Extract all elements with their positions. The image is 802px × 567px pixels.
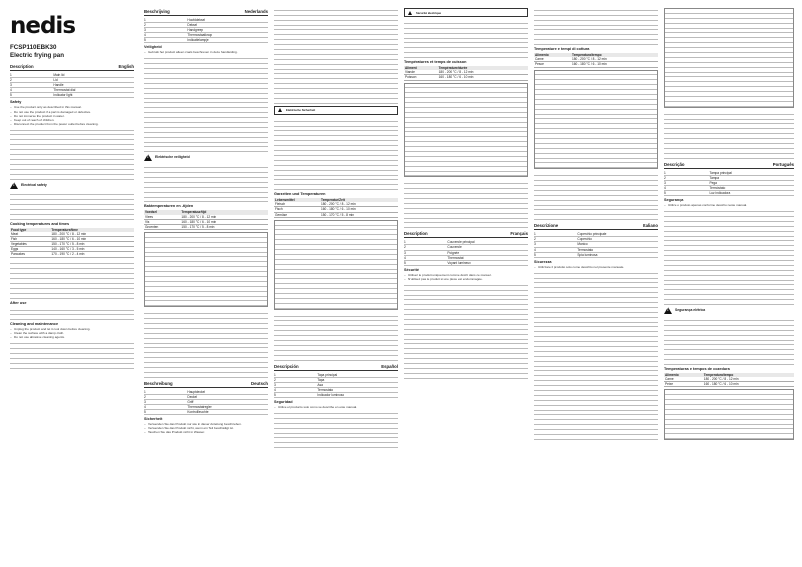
en-after-use-heading: After use: [10, 300, 27, 305]
spec-row: 4 Termostato: [534, 248, 658, 253]
spec-row: 1 Hauptdeckel: [144, 390, 268, 395]
column-french: [404, 6, 528, 562]
spec-row: 4 Termostato: [274, 388, 398, 393]
table-row: Vis 160 - 180 °C / 6 - 10 min: [144, 219, 268, 224]
pt-warning: ! Segurança elétrica: [664, 307, 794, 314]
spec-row: 3 Poignée: [404, 251, 528, 256]
table-row: Eggs 140 - 160 °C / 3 - 5 min: [10, 247, 134, 252]
table-row: Fish 160 - 180 °C / 6 - 10 min: [10, 237, 134, 242]
table-row: Vegetables 150 - 170 °C / 5 - 8 min: [10, 242, 134, 247]
table-row: Fleisch 180 - 200 °C / 8 - 12 min: [274, 202, 398, 207]
spec-row: 4 Thermostat: [404, 256, 528, 261]
spec-row: 2 Lid: [10, 78, 134, 83]
nl-cooking-heading: Baktemperaturen en -tijden: [144, 204, 194, 209]
spec-row: 2 Tampa: [664, 176, 794, 181]
table-row: Carne 180 - 200 °C / 8 - 12 min: [664, 377, 794, 382]
spec-row: 1 Tampa principal: [664, 171, 794, 176]
warning-icon: [144, 154, 152, 161]
safety-item: – Use the product only as described in this manual.: [10, 105, 134, 109]
safety-item: – Verwenden Sie das Produkt nicht, wenn ein Teil beschädigt ist.: [144, 426, 268, 430]
safety-item: – Disconnect the product from the power outlet before cleaning.: [10, 122, 134, 126]
table-row: Carne 180 - 200 °C / 8 - 12 min: [534, 57, 658, 62]
safety-item: – Keep out of reach of children.: [10, 118, 134, 122]
spec-row: 2 Deckel: [144, 395, 268, 400]
de-description-heading: Beschreibung Deutsch: [144, 380, 268, 386]
safety-item: – Gebruik het product alleen zoals beschreven in deze handleiding.: [144, 50, 268, 54]
column-portuguese: [664, 6, 794, 562]
safety-item: – Utilizzare il prodotto solo come descritto nel presente manuale.: [534, 265, 658, 269]
en-safety-heading: Safety: [10, 100, 22, 105]
pt-cooking-heading: Temperaturas e tempos de cozedura: [664, 366, 730, 371]
spec-row: 1 Couvercle principal: [404, 240, 528, 245]
table-row: Pancakes 170 - 190 °C / 2 - 4 min: [10, 252, 134, 257]
nl-cooking-table: Voedsel Temperatuur/tijd Vlees 180 - 200 °C / 8 - 12 min Vis 160 - 180 °C / 6 - 10 min Groenten 150 - 170 °C / 5 - 8 min: [144, 210, 268, 229]
spec-row: 5 Voyant lumineux: [404, 261, 528, 266]
table-row: Peixe 160 - 180 °C / 6 - 10 min: [664, 382, 794, 387]
de-cooking-heading: Garzeiten und Temperaturen: [274, 192, 326, 197]
safety-item: – Do not use the product if a part is damaged or defective.: [10, 110, 134, 114]
cleaning-item: – Clean the surface with a damp cloth.: [10, 331, 134, 335]
es-safety-heading: Seguridad: [274, 400, 293, 405]
brand-logo: nedis: [10, 13, 76, 39]
fr-safety-heading: Sécurité: [404, 267, 419, 272]
model-number: FCSP110EBK30: [10, 44, 57, 51]
column-english: [10, 6, 134, 562]
product-title: Electric frying pan: [10, 52, 64, 59]
en-description-heading: Description English: [10, 64, 134, 69]
spec-row: 5 Spia luminosa: [534, 253, 658, 258]
spec-row: 5 Luz indicadora: [664, 191, 794, 196]
column-italian: [534, 6, 658, 562]
safety-item: – Do not immerse the product in water.: [10, 114, 134, 118]
warning-icon: [278, 108, 282, 112]
cleaning-item: – Unplug the product and let it cool down before cleaning.: [10, 327, 134, 331]
warning-icon: [10, 182, 18, 189]
filler-text: [10, 126, 134, 180]
spec-row: 3 Handle: [10, 83, 134, 88]
warning-icon: [664, 307, 672, 314]
nl-warning: ! Elektrische veiligheid: [144, 154, 268, 161]
spec-row: 1 Main lid: [10, 73, 134, 78]
pt-cooking-table: Alimento Temperatura/tempo Carne 180 - 200 °C / 8 - 12 min Peixe 160 - 180 °C / 6 - 10 min: [664, 373, 794, 387]
en-cleaning-heading: Cleaning and maintenance: [10, 322, 59, 327]
fr-cooking-heading: Températures et temps de cuisson: [404, 60, 467, 65]
spec-row: 5 Indicator light: [10, 93, 134, 98]
safety-item: – Utilisez le produit uniquement comme décrit dans ce manuel.: [404, 273, 528, 277]
de-cooking-table: Lebensmittel Temperatur/Zeit Fleisch 180 - 200 °C / 8 - 12 min Fisch 160 - 180 °C / 6 - 10 min Gemüse 150 - 170 °C / 5 - 8 min: [274, 198, 398, 217]
safety-item: – Utilize o produto apenas conforme descrito neste manual.: [664, 203, 794, 207]
it-cooking-heading: Temperature e tempi di cottura: [534, 47, 590, 52]
table-row: Poisson 160 - 180 °C / 6 - 10 min: [404, 75, 528, 80]
spec-row: 2 Couvercle: [404, 245, 528, 250]
fr-warning-top: Sécurité électrique: [404, 8, 528, 17]
spec-row: 3 Handgreep: [144, 28, 268, 33]
en-cooking-table: Food type Temperature/time Meat 180 - 200 °C / 8 - 12 min Fish 160 - 180 °C / 6 - 10 min Vegetables 150 - 170 °C / 5 - 8 min Eggs 140 - 160 °C / 3 - 5 min Pancakes 170 - 190 °C / 2 - 4 min: [10, 228, 134, 258]
spec-row: 1 Tapa principal: [274, 373, 398, 378]
column-german: [274, 6, 398, 562]
table-row: Groenten 150 - 170 °C / 5 - 8 min: [144, 224, 268, 229]
de-safety-heading: Sicherheit: [144, 417, 163, 422]
table-row: Viande 180 - 200 °C / 8 - 12 min: [404, 70, 528, 75]
spec-row: 2 Deksel: [144, 23, 268, 28]
cleaning-item: – Do not use abrasive cleaning agents.: [10, 335, 134, 339]
table-row: Meat 180 - 200 °C / 8 - 12 min: [10, 232, 134, 237]
safety-item: – N'utilisez pas le produit si une pièce est endommagée.: [404, 277, 528, 281]
fr-description-heading: Description Français: [404, 231, 528, 237]
pt-description-heading: Descrição Português: [664, 161, 794, 167]
en-cooking-heading: Cooking temperatures and times: [10, 221, 70, 226]
spec-row: 4 Thermostat dial: [10, 88, 134, 93]
it-safety-heading: Sicurezza: [534, 259, 552, 264]
nl-description-heading: Beschrijving Nederlands: [144, 9, 268, 14]
de-warning: Elektrische Sicherheit: [274, 106, 398, 115]
warning-icon: [408, 11, 412, 15]
spec-row: 5 Indicatielampje: [144, 38, 268, 43]
spec-row: 1 Coperchio principale: [534, 232, 658, 237]
fr-cooking-table: Aliment Température/durée Viande 180 - 200 °C / 8 - 12 min Poisson 160 - 180 °C / 6 - 10 min: [404, 66, 528, 80]
spec-row: 3 Asa: [274, 383, 398, 388]
safety-item: – Tauchen Sie das Produkt nicht in Wasser.: [144, 430, 268, 434]
spec-row: 3 Pega: [664, 181, 794, 186]
spec-row: 4 Thermostatregler: [144, 405, 268, 410]
spec-row: 1 Hoofddeksel: [144, 18, 268, 23]
spec-row: 2 Coperchio: [534, 237, 658, 242]
en-warning: ! Electrical safety: [10, 182, 134, 189]
it-description-heading: Descrizione Italiano: [534, 223, 658, 229]
spec-row: 5 Indicador luminoso: [274, 393, 398, 398]
it-cooking-table: Alimento Temperatura/tempo Carne 180 - 200 °C / 8 - 12 min Pesce 160 - 180 °C / 6 - 10 min: [534, 53, 658, 67]
spec-row: 5 Kontrollleuchte: [144, 410, 268, 415]
column-dutch: [144, 6, 268, 562]
table-row: Pesce 160 - 180 °C / 6 - 10 min: [534, 62, 658, 67]
pt-safety-heading: Segurança: [664, 198, 684, 203]
table-row: Gemüse 150 - 170 °C / 5 - 8 min: [274, 212, 398, 217]
spec-row: 3 Griff: [144, 400, 268, 405]
spec-row: 2 Tapa: [274, 378, 398, 383]
spec-row: 3 Manico: [534, 242, 658, 247]
table-row: Vlees 180 - 200 °C / 8 - 12 min: [144, 215, 268, 220]
safety-item: – Utilice el producto solo como se describe en este manual.: [274, 405, 398, 409]
safety-item: – Verwenden Sie das Produkt nur wie in dieser Anleitung beschrieben.: [144, 422, 268, 426]
es-description-heading: Descripción Español: [274, 363, 398, 369]
spec-row: 4 Thermostaatknop: [144, 33, 268, 38]
nl-safety-heading: Veiligheid: [144, 45, 162, 50]
spec-row: 4 Termóstato: [664, 186, 794, 191]
table-row: Fisch 160 - 180 °C / 6 - 10 min: [274, 207, 398, 212]
